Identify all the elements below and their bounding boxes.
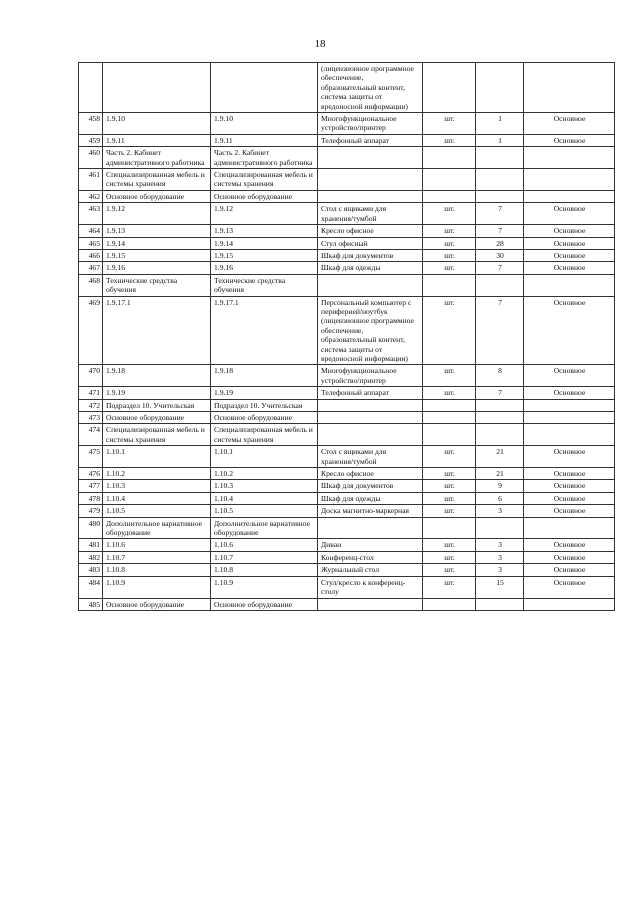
category-cell — [524, 63, 615, 113]
table-row — [79, 262, 615, 274]
quantity-cell: 3 — [476, 539, 524, 551]
unit-cell: шт. — [423, 225, 476, 237]
item-name-cell — [318, 412, 423, 424]
quantity-cell: 3 — [476, 564, 524, 576]
quantity-cell — [476, 399, 524, 411]
row-number-cell: 459 — [79, 134, 103, 146]
row-number-cell: 475 — [79, 446, 103, 468]
quantity-cell: 28 — [476, 237, 524, 249]
item-name-cell: Телефонный аппарат — [318, 134, 423, 146]
quantity-cell: 3 — [476, 551, 524, 563]
code-duplicate-cell: 1.10.6 — [211, 539, 318, 551]
table-row — [79, 480, 615, 492]
code-duplicate-cell: 1.9.19 — [211, 387, 318, 399]
category-cell: Основное — [524, 134, 615, 146]
code-cell: 1.10.1 — [103, 446, 211, 468]
code-cell: 1.10.4 — [103, 492, 211, 504]
code-cell: Специализированная мебель и системы хранения — [103, 424, 211, 446]
code-duplicate-cell: 1.10.2 — [211, 468, 318, 480]
category-cell — [524, 424, 615, 446]
category-cell: Основное — [524, 365, 615, 387]
code-cell: Дополнительное вариативное оборудование — [103, 517, 211, 539]
quantity-cell: 8 — [476, 365, 524, 387]
quantity-cell: 3 — [476, 505, 524, 517]
code-cell: Основное оборудование — [103, 412, 211, 424]
quantity-cell — [476, 169, 524, 191]
unit-cell: шт. — [423, 113, 476, 135]
category-cell — [524, 169, 615, 191]
row-number-cell: 476 — [79, 468, 103, 480]
category-cell: Основное — [524, 113, 615, 135]
table-row — [79, 505, 615, 517]
item-name-cell — [318, 169, 423, 191]
unit-cell: шт. — [423, 365, 476, 387]
code-duplicate-cell: 1.10.3 — [211, 480, 318, 492]
quantity-cell: 9 — [476, 480, 524, 492]
category-cell: Основное — [524, 539, 615, 551]
category-cell: Основное — [524, 576, 615, 598]
category-cell: Основное — [524, 480, 615, 492]
row-number-cell: 484 — [79, 576, 103, 598]
category-cell — [524, 598, 615, 610]
quantity-cell — [476, 517, 524, 539]
item-name-cell: Шкаф для одежды — [318, 262, 423, 274]
code-duplicate-cell: 1.10.5 — [211, 505, 318, 517]
unit-cell — [423, 399, 476, 411]
row-number-cell: 479 — [79, 505, 103, 517]
code-duplicate-cell: Специализированная мебель и системы хранения — [211, 169, 318, 191]
quantity-cell — [476, 424, 524, 446]
unit-cell: шт. — [423, 492, 476, 504]
item-name-cell: Шкаф для одежды — [318, 492, 423, 504]
item-name-cell — [318, 399, 423, 411]
table-row — [79, 412, 615, 424]
table-row — [79, 539, 615, 551]
quantity-cell — [476, 63, 524, 113]
item-name-cell: Кресло офисное — [318, 468, 423, 480]
unit-cell — [423, 517, 476, 539]
unit-cell: шт. — [423, 203, 476, 225]
table-row — [79, 598, 615, 610]
row-number-cell: 480 — [79, 517, 103, 539]
quantity-cell: 7 — [476, 387, 524, 399]
item-name-cell: Диван — [318, 539, 423, 551]
quantity-cell: 7 — [476, 262, 524, 274]
code-duplicate-cell: Подраздел 10. Учительская — [211, 399, 318, 411]
code-duplicate-cell: Технические средства обучения — [211, 274, 318, 296]
table-row — [79, 517, 615, 539]
equipment-table — [78, 62, 615, 611]
item-name-cell: Доска магнитно-маркерная — [318, 505, 423, 517]
category-cell — [524, 147, 615, 169]
code-duplicate-cell: Основное оборудование — [211, 598, 318, 610]
item-name-cell: Шкаф для документов — [318, 249, 423, 261]
table-row — [79, 399, 615, 411]
item-name-cell — [318, 598, 423, 610]
row-number-cell: 481 — [79, 539, 103, 551]
category-cell: Основное — [524, 564, 615, 576]
table-row — [79, 387, 615, 399]
code-cell: 1.9.16 — [103, 262, 211, 274]
category-cell: Основное — [524, 237, 615, 249]
unit-cell: шт. — [423, 551, 476, 563]
code-cell: 1.10.8 — [103, 564, 211, 576]
item-name-cell: Шкаф для документов — [318, 480, 423, 492]
unit-cell: шт. — [423, 446, 476, 468]
quantity-cell — [476, 274, 524, 296]
category-cell: Основное — [524, 225, 615, 237]
item-name-cell: Конференц-стол — [318, 551, 423, 563]
item-name-cell: Телефонный аппарат — [318, 387, 423, 399]
table-row — [79, 446, 615, 468]
table-row — [79, 113, 615, 135]
item-name-cell — [318, 517, 423, 539]
code-duplicate-cell: 1.9.14 — [211, 237, 318, 249]
row-number-cell: 467 — [79, 262, 103, 274]
category-cell — [524, 517, 615, 539]
category-cell: Основное — [524, 296, 615, 365]
table-row — [79, 134, 615, 146]
unit-cell — [423, 424, 476, 446]
item-name-cell: (лицензионное программное обеспечение, образовательный контент, система защиты от вредоносной информации) — [318, 63, 423, 113]
row-number-cell: 468 — [79, 274, 103, 296]
quantity-cell: 6 — [476, 492, 524, 504]
code-cell: 1.9.18 — [103, 365, 211, 387]
code-duplicate-cell: Дополнительное вариативное оборудование — [211, 517, 318, 539]
code-cell: 1.10.9 — [103, 576, 211, 598]
code-cell: Основное оборудование — [103, 598, 211, 610]
category-cell: Основное — [524, 492, 615, 504]
table-row — [79, 564, 615, 576]
item-name-cell: Кресло офисное — [318, 225, 423, 237]
code-duplicate-cell: 1.9.13 — [211, 225, 318, 237]
code-cell — [103, 63, 211, 113]
quantity-cell: 15 — [476, 576, 524, 598]
unit-cell: шт. — [423, 576, 476, 598]
category-cell: Основное — [524, 468, 615, 480]
code-cell: 1.10.6 — [103, 539, 211, 551]
unit-cell: шт. — [423, 505, 476, 517]
category-cell: Основное — [524, 262, 615, 274]
code-duplicate-cell: Специализированная мебель и системы хранения — [211, 424, 318, 446]
row-number-cell: 464 — [79, 225, 103, 237]
table-row — [79, 424, 615, 446]
unit-cell: шт. — [423, 468, 476, 480]
row-number-cell: 482 — [79, 551, 103, 563]
row-number-cell: 465 — [79, 237, 103, 249]
unit-cell — [423, 147, 476, 169]
table-row — [79, 274, 615, 296]
table-row — [79, 169, 615, 191]
item-name-cell: Стул/кресло к конференц-столу — [318, 576, 423, 598]
row-number-cell: 477 — [79, 480, 103, 492]
code-cell: 1.9.12 — [103, 203, 211, 225]
page-number: 18 — [314, 38, 326, 50]
category-cell — [524, 190, 615, 202]
table-row — [79, 63, 615, 113]
code-cell: 1.9.11 — [103, 134, 211, 146]
category-cell: Основное — [524, 551, 615, 563]
row-number-cell: 478 — [79, 492, 103, 504]
code-duplicate-cell: Основное оборудование — [211, 412, 318, 424]
row-number-cell: 462 — [79, 190, 103, 202]
code-duplicate-cell: Основное оборудование — [211, 190, 318, 202]
code-duplicate-cell: 1.10.4 — [211, 492, 318, 504]
item-name-cell — [318, 424, 423, 446]
code-duplicate-cell: 1.9.12 — [211, 203, 318, 225]
code-cell: 1.10.7 — [103, 551, 211, 563]
unit-cell: шт. — [423, 262, 476, 274]
unit-cell — [423, 274, 476, 296]
table-row — [79, 203, 615, 225]
code-cell: Технические средства обучения — [103, 274, 211, 296]
code-cell: 1.9.13 — [103, 225, 211, 237]
row-number-cell: 461 — [79, 169, 103, 191]
item-name-cell: Многофункциональное устройство/принтер — [318, 365, 423, 387]
code-duplicate-cell: 1.10.7 — [211, 551, 318, 563]
quantity-cell: 1 — [476, 113, 524, 135]
table-row — [79, 225, 615, 237]
quantity-cell — [476, 412, 524, 424]
unit-cell — [423, 598, 476, 610]
table-row — [79, 365, 615, 387]
code-cell: Подраздел 10. Учительская — [103, 399, 211, 411]
row-number-cell: 458 — [79, 113, 103, 135]
unit-cell — [423, 190, 476, 202]
item-name-cell: Стол с ящиками для хранения/тумбой — [318, 446, 423, 468]
row-number-cell: 466 — [79, 249, 103, 261]
row-number-cell: 472 — [79, 399, 103, 411]
code-duplicate-cell: 1.9.18 — [211, 365, 318, 387]
code-cell: Основное оборудование — [103, 190, 211, 202]
row-number-cell — [79, 63, 103, 113]
row-number-cell: 460 — [79, 147, 103, 169]
code-duplicate-cell: 1.9.15 — [211, 249, 318, 261]
unit-cell: шт. — [423, 480, 476, 492]
table-row — [79, 237, 615, 249]
category-cell — [524, 412, 615, 424]
code-cell: 1.10.2 — [103, 468, 211, 480]
code-duplicate-cell: 1.9.11 — [211, 134, 318, 146]
code-cell: 1.10.5 — [103, 505, 211, 517]
category-cell — [524, 399, 615, 411]
code-duplicate-cell: 1.9.10 — [211, 113, 318, 135]
code-cell: Специализированная мебель и системы хранения — [103, 169, 211, 191]
code-cell: Часть 2. Кабинет административного работника — [103, 147, 211, 169]
quantity-cell: 21 — [476, 468, 524, 480]
row-number-cell: 471 — [79, 387, 103, 399]
table-row — [79, 147, 615, 169]
table-row — [79, 551, 615, 563]
code-cell: 1.9.15 — [103, 249, 211, 261]
row-number-cell: 474 — [79, 424, 103, 446]
quantity-cell — [476, 190, 524, 202]
item-name-cell — [318, 147, 423, 169]
code-duplicate-cell: 1.10.9 — [211, 576, 318, 598]
item-name-cell — [318, 190, 423, 202]
quantity-cell: 7 — [476, 296, 524, 365]
code-cell: 1.9.17.1 — [103, 296, 211, 365]
unit-cell: шт. — [423, 134, 476, 146]
unit-cell — [423, 412, 476, 424]
row-number-cell: 470 — [79, 365, 103, 387]
unit-cell — [423, 63, 476, 113]
quantity-cell: 1 — [476, 134, 524, 146]
item-name-cell: Стул офисный — [318, 237, 423, 249]
category-cell: Основное — [524, 387, 615, 399]
category-cell: Основное — [524, 505, 615, 517]
quantity-cell: 7 — [476, 203, 524, 225]
code-cell: 1.9.19 — [103, 387, 211, 399]
code-duplicate-cell: Часть 2. Кабинет административного работника — [211, 147, 318, 169]
code-duplicate-cell: 1.9.17.1 — [211, 296, 318, 365]
code-cell: 1.9.14 — [103, 237, 211, 249]
row-number-cell: 485 — [79, 598, 103, 610]
unit-cell: шт. — [423, 296, 476, 365]
code-cell: 1.10.3 — [103, 480, 211, 492]
code-duplicate-cell: 1.9.16 — [211, 262, 318, 274]
category-cell: Основное — [524, 203, 615, 225]
unit-cell: шт. — [423, 237, 476, 249]
item-name-cell: Стол с ящиками для хранения/тумбой — [318, 203, 423, 225]
code-duplicate-cell: 1.10.1 — [211, 446, 318, 468]
quantity-cell — [476, 147, 524, 169]
quantity-cell: 7 — [476, 225, 524, 237]
code-duplicate-cell: 1.10.8 — [211, 564, 318, 576]
code-duplicate-cell — [211, 63, 318, 113]
row-number-cell: 463 — [79, 203, 103, 225]
table-row — [79, 492, 615, 504]
category-cell: Основное — [524, 446, 615, 468]
category-cell — [524, 274, 615, 296]
unit-cell — [423, 169, 476, 191]
row-number-cell: 473 — [79, 412, 103, 424]
quantity-cell: 30 — [476, 249, 524, 261]
table-row — [79, 249, 615, 261]
code-cell: 1.9.10 — [103, 113, 211, 135]
table-row — [79, 296, 615, 365]
category-cell: Основное — [524, 249, 615, 261]
unit-cell: шт. — [423, 564, 476, 576]
row-number-cell: 469 — [79, 296, 103, 365]
item-name-cell: Многофункциональное устройство/принтер — [318, 113, 423, 135]
row-number-cell: 483 — [79, 564, 103, 576]
table-row — [79, 468, 615, 480]
item-name-cell: Персональный компьютер с периферией/ноутбук (лицензионное программное обеспечение, образовательный контент, система защиты от вредоносной информации) — [318, 296, 423, 365]
quantity-cell — [476, 598, 524, 610]
quantity-cell: 21 — [476, 446, 524, 468]
unit-cell: шт. — [423, 387, 476, 399]
unit-cell: шт. — [423, 539, 476, 551]
table-row — [79, 190, 615, 202]
item-name-cell — [318, 274, 423, 296]
table-row — [79, 576, 615, 598]
item-name-cell: Журнальный стол — [318, 564, 423, 576]
unit-cell: шт. — [423, 249, 476, 261]
